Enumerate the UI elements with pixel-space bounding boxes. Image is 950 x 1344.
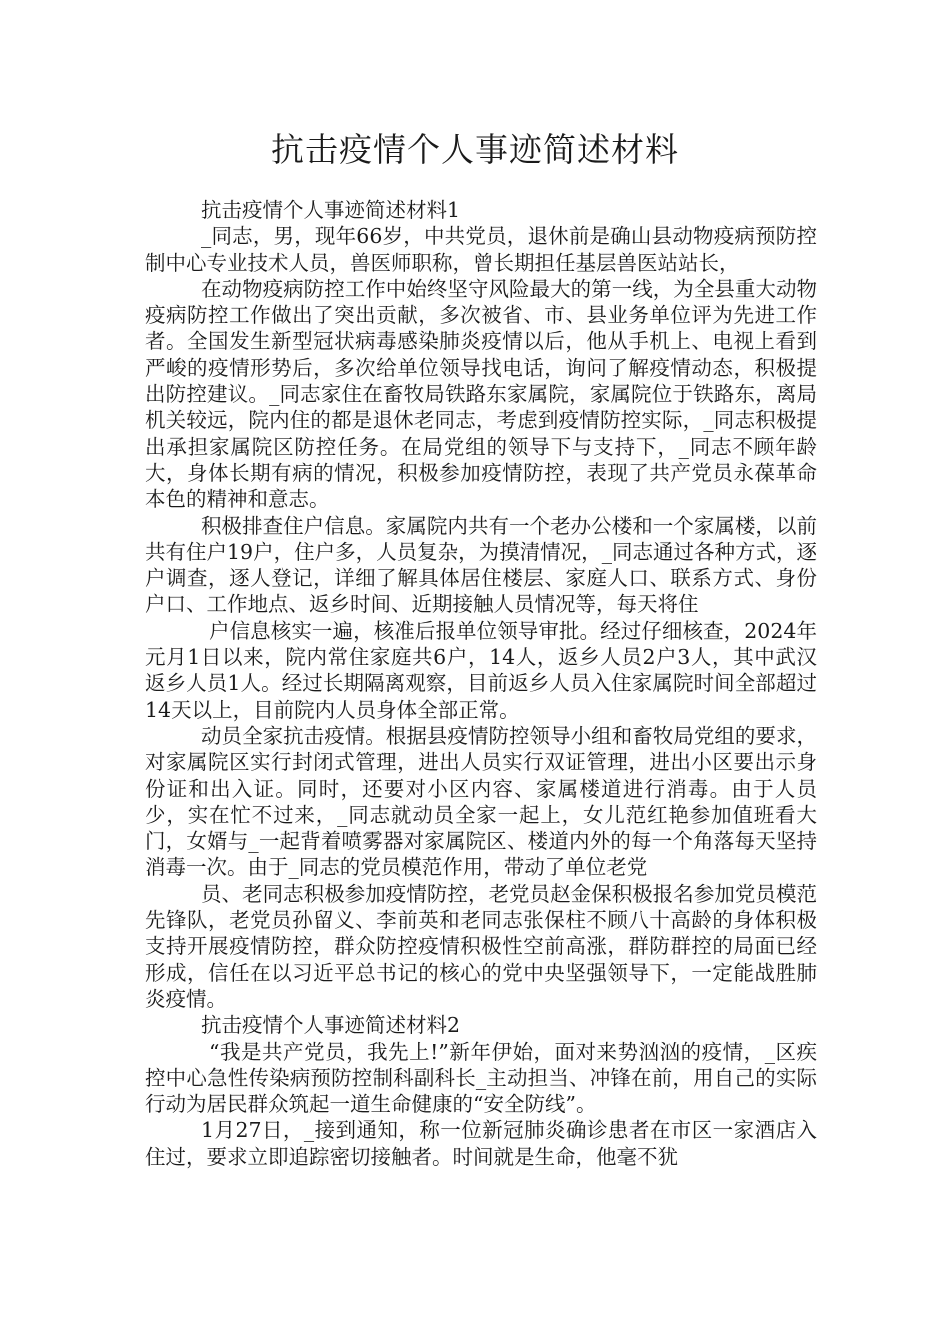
paragraph: _同志，男，现年66岁，中共党员，退休前是确山县动物疫病预防控制中心专业技术人员，兽医师职称，曾长期担任基层兽医站站长， bbox=[145, 224, 817, 275]
paragraph: 积极排查住户信息。家属院内共有一个老办公楼和一个家属楼，以前共有住户19户，住户多，人员复杂，为摸清情况，_同志通过各种方式，逐户调查，逐人登记，详细了解具体居住楼层、家庭人口、联系方式、身份户口、工作地点、返乡时间、近期接触人员情况等，每天将住 bbox=[145, 513, 817, 617]
paragraph: 员、老同志积极参加疫情防控，老党员赵金保积极报名参加党员模范先锋队，老党员孙留义、李前英和老同志张保柱不顾八十高龄的身体积极支持开展疫情防控，群众防控疫情积极性空前高涨，群防群控的局面已经形成，信任在以习近平总书记的核心的党中央坚强领导下，一定能战胜肺炎疫情。 bbox=[145, 881, 817, 1011]
paragraph: 抗击疫情个人事迹简述材料1 bbox=[201, 198, 461, 222]
document-title: 抗击疫情个人事迹简述材料 bbox=[271, 130, 679, 169]
paragraph: 1月27日，_接到通知，称一位新冠肺炎确诊患者在市区一家酒店入住过，要求立即追踪密切接触者。时间就是生命，他毫不犹 bbox=[145, 1118, 817, 1169]
paragraph: 户信息核实一遍，核准后报单位领导审批。经过仔细核查，2024年元月1日以来，院内常住家庭共6户，14人，返乡人员2户3人，其中武汉返乡人员1人。经过长期隔离观察，目前返乡人员入住家属院时间全部超过14天以上，目前院内人员身体全部正常。 bbox=[145, 618, 817, 722]
paragraph: 动员全家抗击疫情。根据县疫情防控领导小组和畜牧局党组的要求，对家属院区实行封闭式管理，进出人员实行双证管理，进出小区要出示身份证和出入证。同时，还要对小区内容、家属楼道进行消毒。由于人员少，实在忙不过来，_同志就动员全家一起上，女儿范红艳参加值班看大门，女婿与_一起背着喷雾器对家属院区、楼道内外的每一个角落每天坚持消毒一次。由于_同志的党员模范作用，带动了单位老党 bbox=[145, 723, 817, 880]
document-body bbox=[145, 197, 817, 1170]
paragraph: “我是共产党员，我先上!”新年伊始，面对来势汹汹的疫情，_区疾控中心急性传染病预防控制科副科长_主动担当、冲锋在前，用自己的实际行动为居民群众筑起一道生命健康的“安全防线”。 bbox=[145, 1039, 817, 1117]
paragraph: 抗击疫情个人事迹简述材料2 bbox=[201, 1013, 461, 1038]
paragraph: 在动物疫病防控工作中始终坚守风险最大的第一线，为全县重大动物疫病防控工作做出了突出贡献，多次被省、市、县业务单位评为先进工作者。全国发生新型冠状病毒感染肺炎疫情以后，他从手机上、电视上看到严峻的疫情形势后，多次给单位领导找电话，询问了解疫情动态，积极提出防控建议。_同志家住在畜牧局铁路东家属院，家属院位于铁路东，离局机关较远，院内住的都是退休老同志，考虑到疫情防控实际，_同志积极提出承担家属院区防控任务。在局党组的领导下与支持下，_同志不顾年龄大，身体长期有病的情况，积极参加疫情防控，表现了共产党员永葆革命本色的精神和意志。 bbox=[145, 276, 817, 512]
